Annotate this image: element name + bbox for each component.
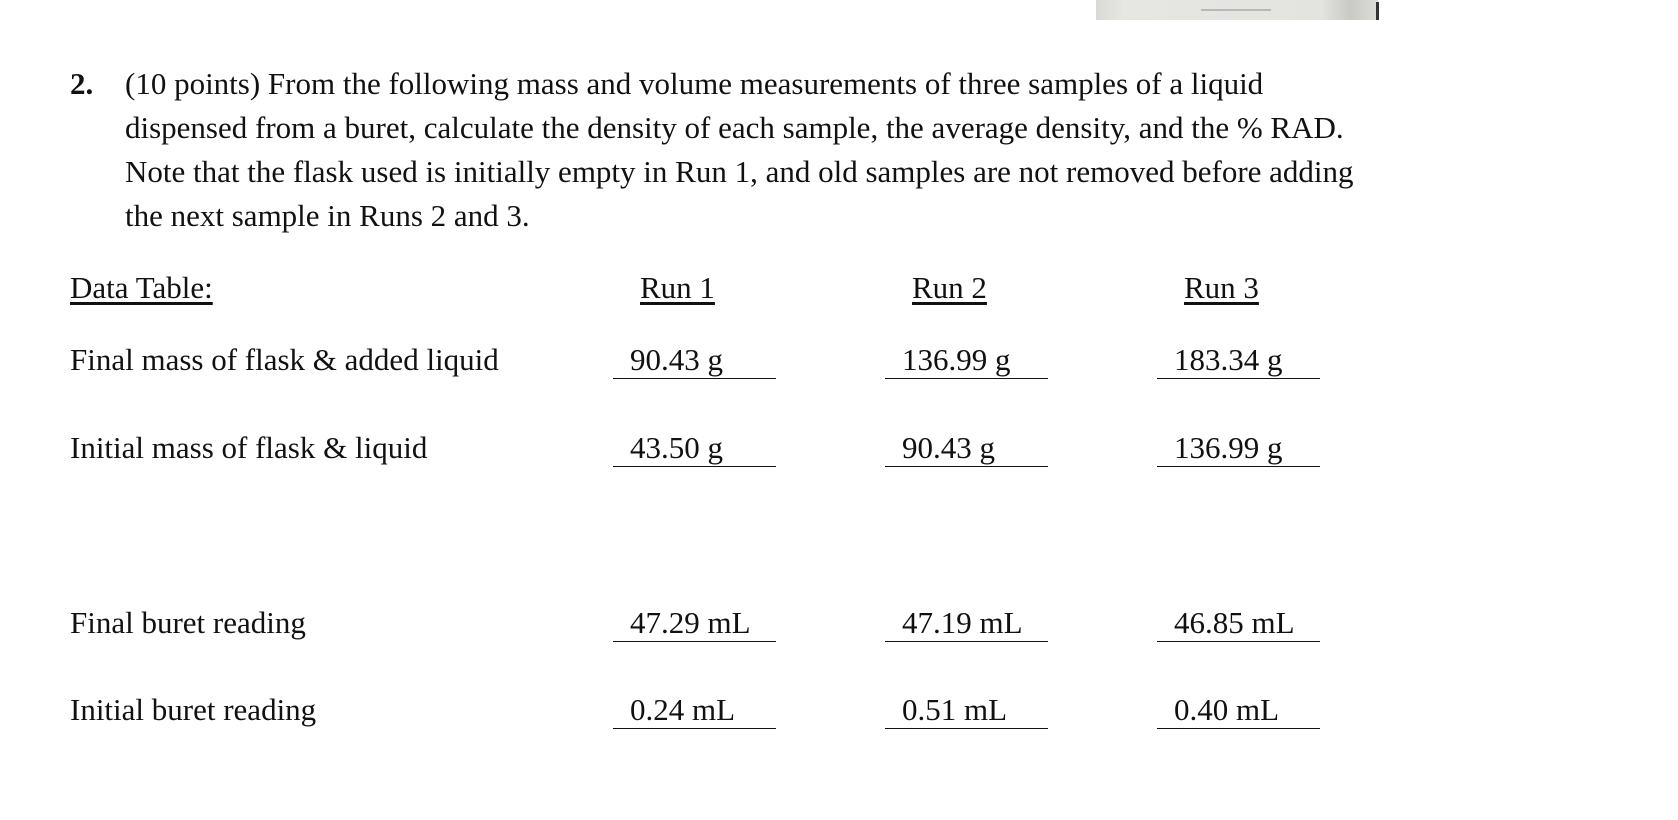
final-buret-run-3 [1157, 601, 1320, 642]
cell-value: 136.99 g [902, 342, 1011, 377]
cell-value: 46.85 mL [1174, 605, 1295, 640]
cell-value: 183.34 g [1174, 342, 1283, 377]
question-2 [70, 62, 1470, 238]
row-label-final-mass: Final mass of flask & added liquid [70, 342, 499, 377]
initial-mass-run-1 [613, 426, 776, 467]
final-mass-run-1 [613, 338, 776, 379]
final-buret-run-1 [613, 601, 776, 642]
run-3-header: Run 3 [1184, 270, 1259, 305]
cell-value: 0.24 mL [630, 692, 736, 727]
question-line: the next sample in Runs 2 and 3. [125, 198, 530, 233]
initial-buret-run-3 [1157, 688, 1320, 729]
initial-mass-run-2 [885, 426, 1048, 467]
row-label-initial-mass: Initial mass of flask & liquid [70, 430, 428, 465]
cell-value: 0.40 mL [1174, 692, 1280, 727]
question-line: dispensed from a buret, calculate the density of each sample, the average density, and the % RAD. [125, 110, 1344, 145]
row-label-final-buret: Final buret reading [70, 605, 306, 640]
cell-value: 47.19 mL [902, 605, 1023, 640]
question-line: Note that the flask used is initially empty in Run 1, and old samples are not removed before adding [125, 154, 1354, 189]
cell-value: 90.43 g [902, 430, 995, 465]
initial-mass-run-3 [1157, 426, 1320, 467]
final-mass-run-3 [1157, 338, 1320, 379]
question-line: (10 points) From the following mass and volume measurements of three samples of a liquid [125, 66, 1264, 101]
cell-value: 0.51 mL [902, 692, 1008, 727]
photo-edge [1376, 2, 1379, 20]
question-text [125, 62, 1515, 238]
run-1-header: Run 1 [640, 270, 715, 305]
row-label-initial-buret: Initial buret reading [70, 692, 317, 727]
initial-buret-run-2 [885, 688, 1048, 729]
run-2-header: Run 2 [912, 270, 987, 305]
cell-value: 43.50 g [630, 430, 723, 465]
cell-value: 47.29 mL [630, 605, 751, 640]
photo-fragment [1096, 0, 1378, 20]
data-table-title: Data Table: [70, 270, 213, 305]
cell-value: 90.43 g [630, 342, 723, 377]
photo-mark [1201, 9, 1271, 11]
final-buret-run-2 [885, 601, 1048, 642]
initial-buret-run-1 [613, 688, 776, 729]
final-mass-run-2 [885, 338, 1048, 379]
cell-value: 136.99 g [1174, 430, 1283, 465]
question-number: 2. [70, 66, 94, 101]
